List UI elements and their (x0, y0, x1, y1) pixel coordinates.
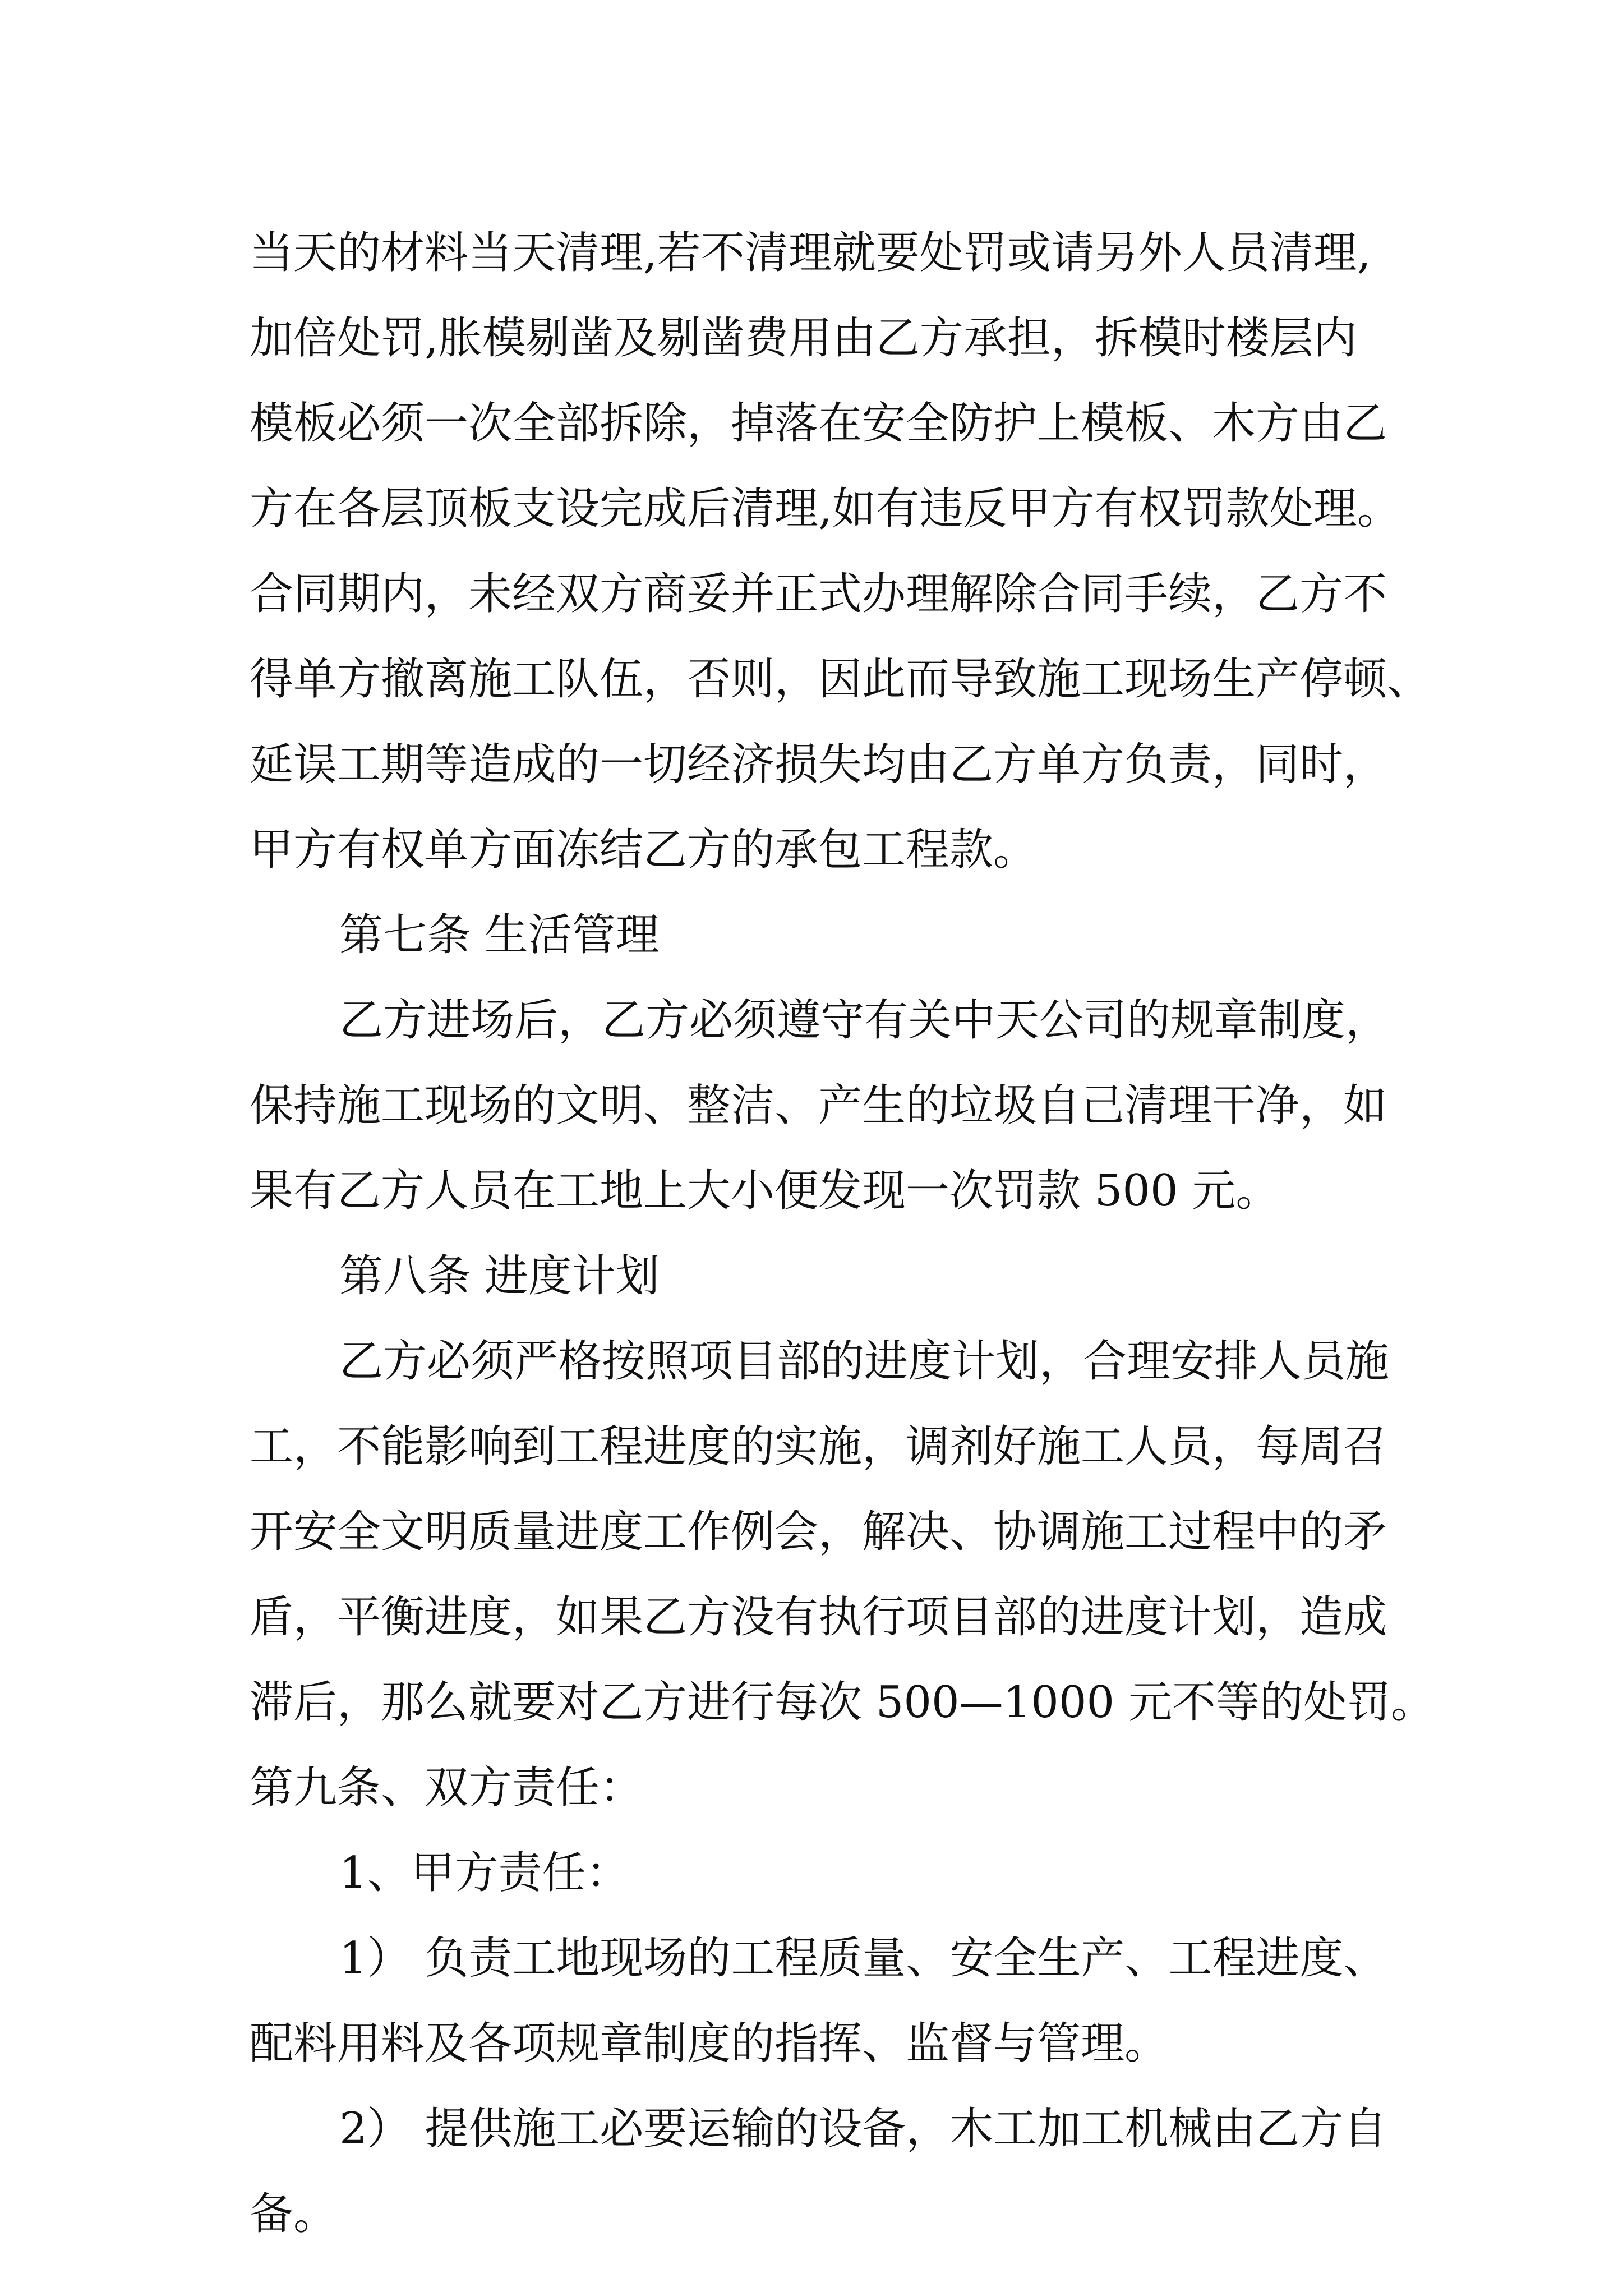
paragraph-line: 乙方进场后，乙方必须遵守有关中天公司的规章制度， (339, 995, 1390, 1046)
list-item: 2） 提供施工必要运输的设备，木工加工机械由乙方自 (339, 2104, 1387, 2154)
paragraph-line: 加倍处罚,胀模剔凿及剔凿费用由乙方承担，拆模时楼层内 (250, 313, 1357, 364)
paragraph-line: 滞后，那么就要对乙方进行每次 500—1000 元不等的处罚。 (250, 1677, 1435, 1728)
paragraph-line: 保持施工现场的文明、整洁、产生的垃圾自己清理干净，如 (250, 1080, 1387, 1131)
document-body (250, 210, 1438, 2257)
paragraph-line: 当天的材料当天清理,若不清理就要处罚或请另外人员清理, (250, 228, 1371, 278)
list-item: 1） 负责工地现场的工程质量、安全生产、工程进度、 (339, 1933, 1387, 1984)
section-heading: 第八条 进度计划 (339, 1251, 660, 1301)
paragraph-line: 模板必须一次全部拆除，掉落在安全防护上模板、木方由乙 (250, 398, 1387, 449)
paragraph-line: 果有乙方人员在工地上大小便发现一次罚款 500 元。 (250, 1166, 1280, 1216)
paragraph-line: 延误工期等造成的一切经济损失均由乙方单方负责，同时， (250, 739, 1387, 790)
paragraph-line: 盾，平衡进度，如果乙方没有执行项目部的进度计划，造成 (250, 1592, 1387, 1642)
paragraph-line: 配料用料及各项规章制度的指挥、监督与管理。 (250, 2018, 1169, 2069)
list-item: 1、甲方责任： (339, 1848, 630, 1898)
paragraph-line: 合同期内，未经双方商妥并正式办理解除合同手续，乙方不 (250, 569, 1387, 619)
section-heading: 第九条、双方责任： (250, 1763, 644, 1813)
paragraph-line: 乙方必须严格按照项目部的进度计划，合理安排人员施 (339, 1336, 1390, 1387)
paragraph-line: 备。 (250, 2189, 338, 2239)
section-heading: 第七条 生活管理 (339, 910, 660, 960)
paragraph-line: 开安全文明质量进度工作例会，解决、协调施工过程中的矛 (250, 1507, 1387, 1557)
paragraph-line: 得单方撤离施工队伍，否则，因此而导致施工现场生产停顿、 (250, 654, 1431, 705)
paragraph-line: 方在各层顶板支设完成后清理,如有违反甲方有权罚款处理。 (250, 484, 1401, 534)
paragraph-line: 工，不能影响到工程进度的实施，调剂好施工人员，每周召 (250, 1421, 1387, 1472)
paragraph-line: 甲方有权单方面冻结乙方的承包工程款。 (250, 825, 1038, 875)
